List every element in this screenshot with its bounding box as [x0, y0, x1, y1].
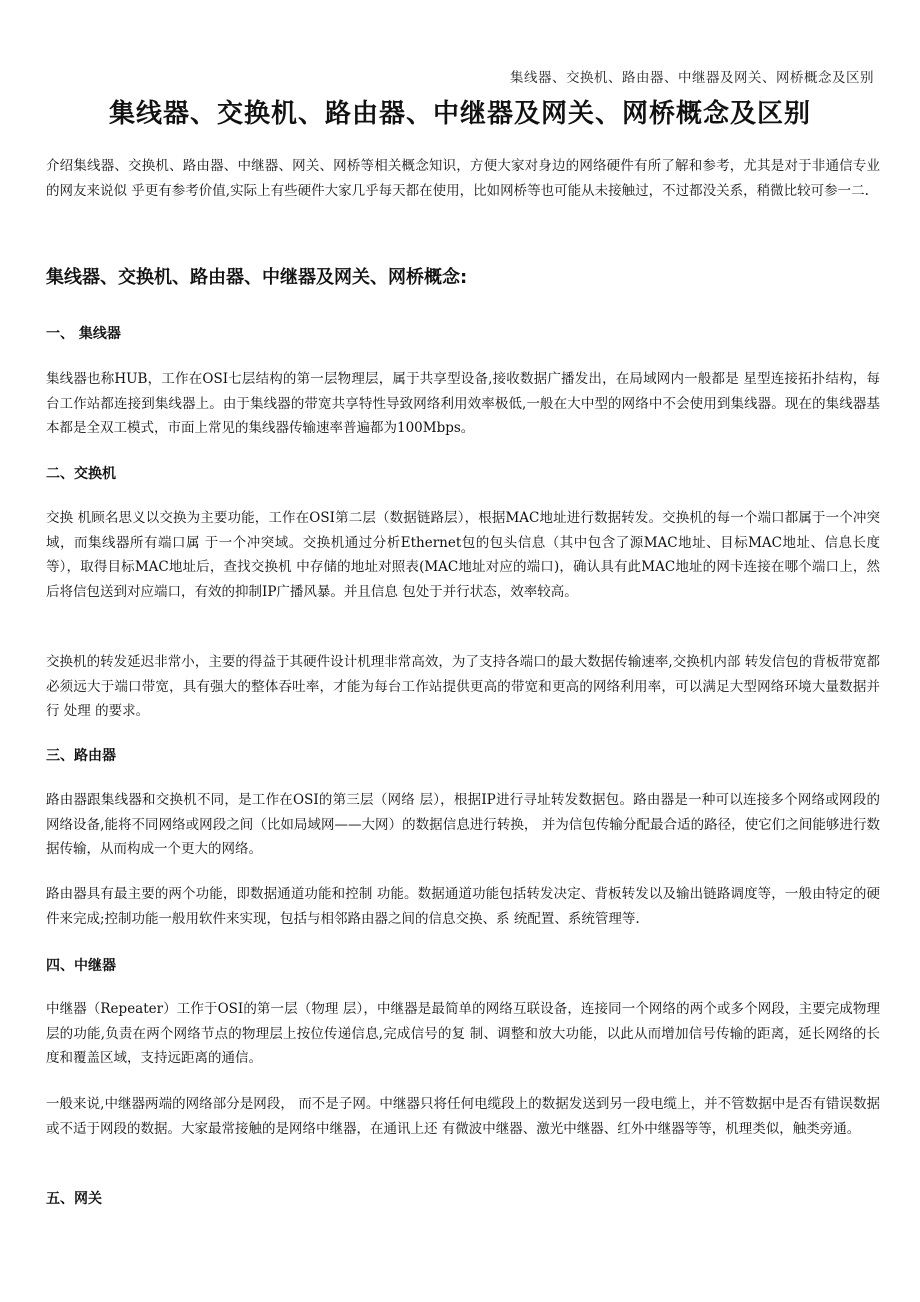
concepts-heading: 集线器、交换机、路由器、中继器及网关、网桥概念: — [46, 267, 468, 288]
section-heading-hub: 一、 集线器 — [46, 326, 121, 342]
repeater-paragraph-1: 中继器（Repeater）工作于OSI的第一层（物理 层），中继器是最简单的网络互联设备，连接同一个网络的两个或多个网段，主要完成物理层的功能,负责在两个网络节点的物理层上按位传递信息,完成信号的复 制、调整和放大功能，以此从而增加信号传输的距离，延长网络的长度和覆盖区域，支持远距离的通信。 — [46, 1001, 880, 1066]
page-title: 集线器、交换机、路由器、中继器及网关、网桥概念及区别 — [108, 99, 811, 129]
router-paragraph-1: 路由器跟集线器和交换机不同，是工作在OSI的第三层（网络 层），根据IP进行寻址转发数据包。路由器是一种可以连接多个网络或网段的网络设备,能将不同网络或网段之间（比如局域网——大网）的数据信息进行转换， 并为信包传输分配最合适的路径，使它们之间能够进行数据传输，从而构成一个更大的网络。 — [46, 792, 880, 857]
section-heading-router: 三、路由器 — [46, 748, 116, 764]
section-heading-repeater: 四、中继器 — [46, 958, 116, 974]
repeater-paragraph-2: 一般来说,中继器两端的网络部分是网段， 而不是子网。中继器只将任何电缆段上的数据发送到另一段电缆上，并不管数据中是否有错误数据或不适于网段的数据。大家最常接触的是网络中继器，在通讯上还 有微波中继器、激光中继器、红外中继器等等，机理类似，触类旁通。 — [46, 1096, 880, 1137]
switch-paragraph-2: 交换机的转发延迟非常小，主要的得益于其硬件设计机理非常高效，为了支持各端口的最大数据传输速率,交换机内部 转发信包的背板带宽都必须远大于端口带宽，具有强大的整体吞吐率，才能为每台工作站提供更高的带宽和更高的网络利用率，可以满足大型网络环境大量数据并行 处理 的要求。 — [46, 654, 880, 719]
switch-paragraph-1: 交换 机顾名思义以交换为主要功能，工作在OSI第二层（数据链路层），根据MAC地址进行数据转发。交换机的每一个端口都属于一个冲突域，而集线器所有端口属 于一个冲突域。交换机通过分析Ethernet包的包头信息（其中包含了源MAC地址、目标MAC地址、信息长度等），取得目标MAC地址后，查找交换机 中存储的地址对照表(MAC地址对应的端口)，确认具有此MAC地址的网卡连接在哪个端口上，然后将信包送到对应端口，有效的抑制IP广播风暴。并且信息 包处于并行状态，效率较高。 — [46, 510, 880, 600]
router-paragraph-2: 路由器具有最主要的两个功能，即数据通道功能和控制 功能。数据通道功能包括转发决定、背板转发以及输出链路调度等，一般由特定的硬件来完成;控制功能一般用软件来实现，包括与相邻路由器之间的信息交换、系 统配置、系统管理等. — [46, 886, 880, 927]
section-heading-gateway: 五、网关 — [46, 1191, 102, 1207]
section-heading-switch: 二、交换机 — [46, 466, 116, 482]
running-header: 集线器、交换机、路由器、中继器及网关、网桥概念及区别 — [510, 70, 874, 86]
intro-paragraph: 介绍集线器、交换机、路由器、中继器、网关、网桥等相关概念知识，方便大家对身边的网络硬件有所了解和参考，尤其是对于非通信专业的网友来说似 乎更有参考价值,实际上有些硬件大家几乎每天都在使用，比如网桥等也可能从未接触过，不过都没关系，稍微比较可参一二. — [46, 158, 880, 199]
hub-paragraph: 集线器也称HUB，工作在OSI七层结构的第一层物理层，属于共享型设备,接收数据广播发出，在局域网内一般都是 星型连接拓扑结构，每台工作站都连接到集线器上。由于集线器的带宽共享特性导致网络利用效率极低,一般在大中型的网络中不会使用到集线器。现在的集线器基 本都是全双工模式，市面上常见的集线器传输速率普遍都为100Mbps。 — [46, 371, 880, 436]
